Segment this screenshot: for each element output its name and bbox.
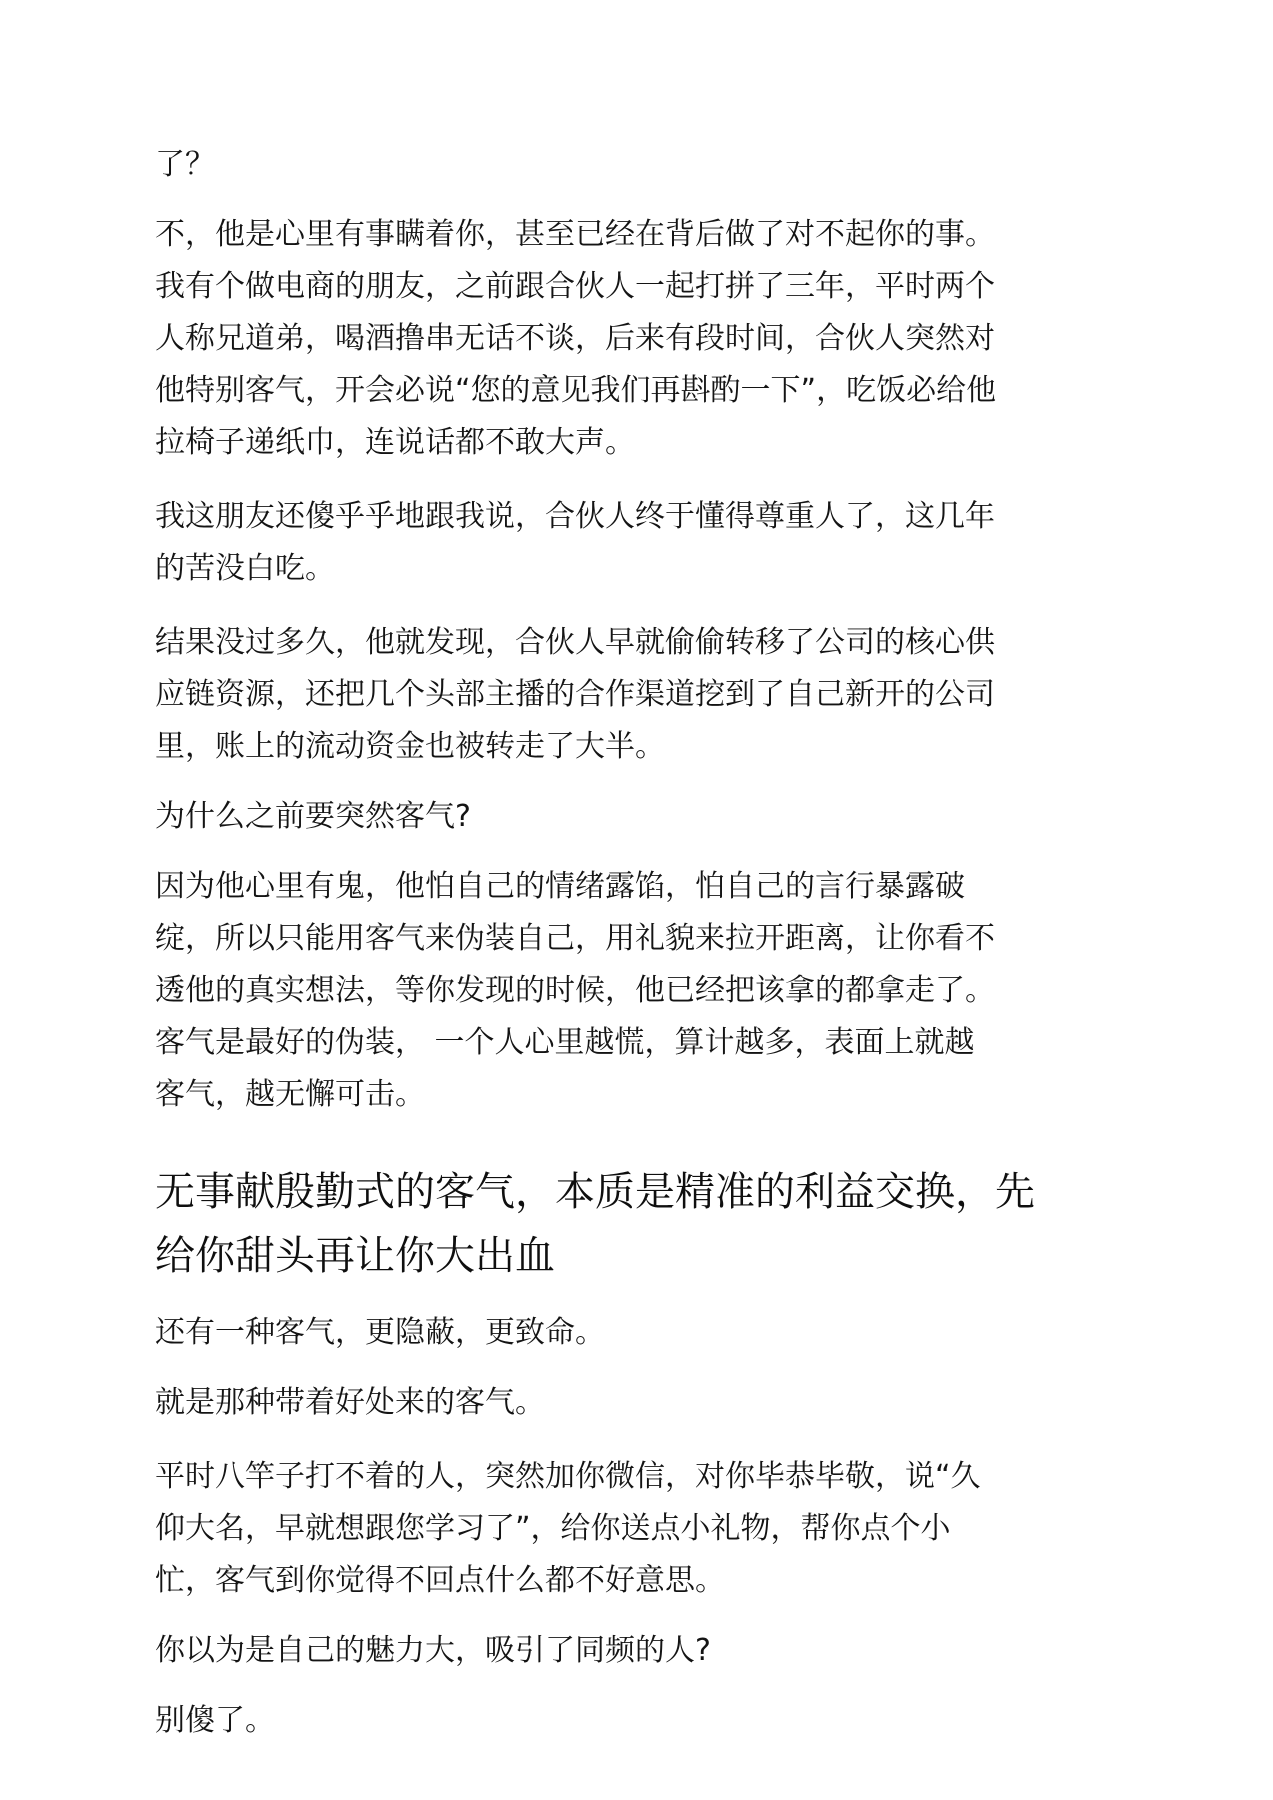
text-line: 透他的真实想法，等你发现的时候，他已经把该拿的都拿走了。 <box>155 973 995 1008</box>
paragraph-5 <box>155 799 1140 854</box>
text-line: 我有个做电商的朋友，之前跟合伙人一起打拼了三年，平时两个 <box>155 269 995 304</box>
paragraph-10 <box>155 1633 1140 1688</box>
text-line: 不，他是心里有事瞒着你，甚至已经在背后做了对不起你的事。 <box>155 217 995 252</box>
text-line: 应链资源，还把几个头部主播的合作渠道挖到了自己新开的公司 <box>155 677 995 712</box>
text-line: 拉椅子递纸巾，连说话都不敢大声。 <box>155 425 635 460</box>
text-line: 你以为是自己的魅力大，吸引了同频的人? <box>155 1633 711 1668</box>
paragraph-2 <box>155 217 1140 480</box>
text-line: 里，账上的流动资金也被转走了大半。 <box>155 729 665 764</box>
text-line: 还有一种客气，更隐蔽，更致命。 <box>155 1315 605 1350</box>
paragraph-7 <box>155 1315 1140 1370</box>
text-line: 了？ <box>155 147 215 182</box>
document-page <box>155 147 1140 1758</box>
paragraph-4 <box>155 625 1140 784</box>
text-line: 结果没过多久，他就发现，合伙人早就偷偷转移了公司的核心供 <box>155 625 995 660</box>
paragraph-1 <box>155 147 1140 202</box>
text-line: 仰大名，早就想跟您学习了”，给你送点小礼物，帮你点个小 <box>155 1511 951 1546</box>
text-line: 平时八竿子打不着的人，突然加你微信，对你毕恭毕敬，说“久 <box>155 1459 981 1494</box>
section-heading <box>155 1169 1140 1300</box>
text-line: 人称兄道弟，喝酒撸串无话不谈，后来有段时间，合伙人突然对 <box>155 321 995 356</box>
paragraph-11 <box>155 1703 1140 1758</box>
text-line: 我这朋友还傻乎乎地跟我说，合伙人终于懂得尊重人了，这几年 <box>155 499 995 534</box>
text-line: 因为他心里有鬼，他怕自己的情绪露馅，怕自己的言行暴露破 <box>155 869 965 904</box>
text-line: 别傻了。 <box>155 1703 275 1738</box>
text-line: 忙，客气到你觉得不回点什么都不好意思。 <box>155 1563 725 1598</box>
text-line: 他特别客气，开会必说“您的意见我们再斟酌一下”，吃饭必给他 <box>155 373 997 408</box>
paragraph-6 <box>155 869 1140 1132</box>
text-line: 为什么之前要突然客气? <box>155 799 471 834</box>
paragraph-3 <box>155 499 1140 606</box>
text-line: 就是那种带着好处来的客气。 <box>155 1385 545 1420</box>
heading-line: 给你甜头再让你大出血 <box>155 1233 555 1279</box>
paragraph-8 <box>155 1385 1140 1440</box>
text-line: 的苦没白吃。 <box>155 551 335 586</box>
heading-line: 无事献殷勤式的客气，本质是精准的利益交换，先 <box>155 1169 1035 1215</box>
text-line: 客气是最好的伪装， 一个人心里越慌，算计越多，表面上就越 <box>155 1025 975 1060</box>
paragraph-9 <box>155 1459 1140 1618</box>
text-line: 客气，越无懈可击。 <box>155 1077 425 1112</box>
text-line: 绽，所以只能用客气来伪装自己，用礼貌来拉开距离，让你看不 <box>155 921 995 956</box>
